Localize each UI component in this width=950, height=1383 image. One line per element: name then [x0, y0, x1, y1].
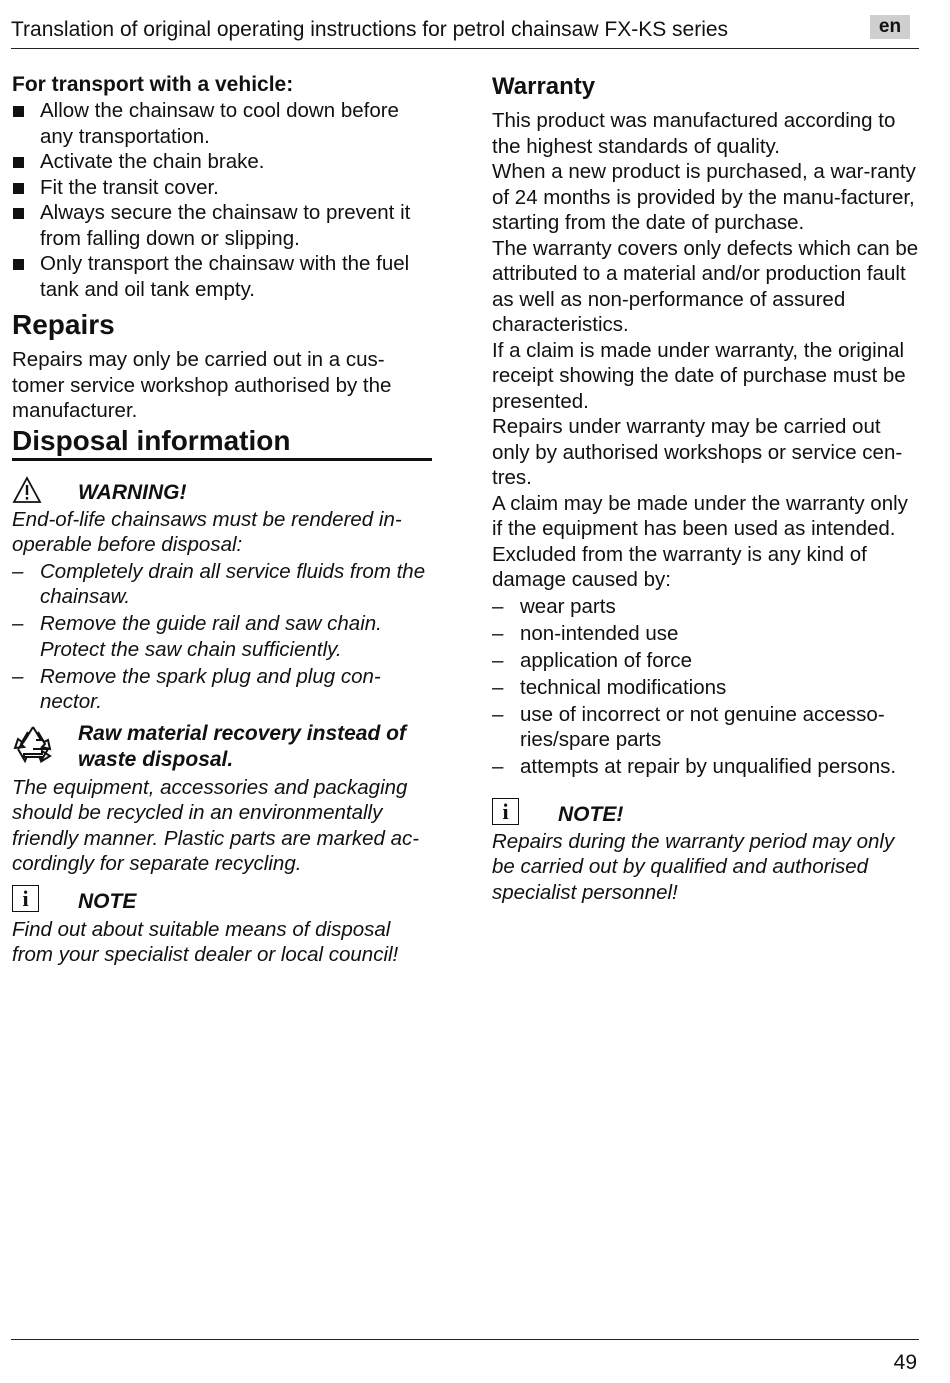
disposal-heading: Disposal information	[12, 425, 432, 461]
repairs-text: Repairs may only be carried out in a cus-tomer service workshop authorised by the manufacturer.	[12, 348, 392, 422]
note-text: Find out about suitable means of disposal from your specialist dealer or local council!	[12, 917, 399, 966]
list-item: – technical modifications	[492, 675, 727, 699]
transport-list	[12, 98, 432, 302]
list-item: – Completely drain all service fluids from the chainsaw.	[12, 559, 426, 608]
warranty-heading: Warranty	[492, 73, 596, 100]
list-item: Activate the chain brake.	[12, 149, 432, 175]
dash-icon: –	[492, 675, 504, 699]
left-column	[12, 72, 432, 968]
warning-notice	[12, 476, 432, 510]
recycle-icon	[12, 723, 54, 770]
warning-label: WARNING!	[78, 480, 187, 504]
page-header	[11, 14, 919, 49]
list-item: – non-intended use	[492, 621, 679, 645]
list-item: Always secure the chainsaw to prevent it from falling down or slipping.	[12, 200, 432, 251]
page-number: 49	[893, 1351, 917, 1374]
list-item: Only transport the chainsaw with the fuel tank and oil tank empty.	[12, 251, 432, 302]
warranty-note-notice	[492, 798, 920, 832]
list-item: Fit the transit cover.	[12, 175, 432, 201]
transport-heading: For transport with a vehicle:	[12, 73, 294, 96]
dash-icon: –	[492, 621, 504, 645]
footer-rule	[11, 1339, 919, 1340]
dash-icon: –	[492, 755, 504, 778]
list-item: – use of incorrect or not genuine accesso-ries/spare parts	[492, 702, 885, 751]
dash-icon: –	[12, 559, 24, 583]
list-item: – Remove the spark plug and plug con-nector.	[12, 664, 381, 713]
list-item: – Remove the guide rail and saw chain. Protect the saw chain sufficiently.	[12, 612, 382, 661]
warning-text: End-of-life chainsaws must be rendered in-operable before disposal:	[12, 507, 402, 556]
dash-icon: –	[12, 664, 24, 688]
warranty-paragraph: The warranty covers only defects which can be attributed to a material and/or production fault as well as non-performance of assured characteristics.	[492, 236, 919, 336]
warranty-paragraph: If a claim is made under warranty, the original receipt showing the date of purchase must be presented.	[492, 338, 906, 413]
dash-icon: –	[492, 702, 504, 726]
note-notice	[12, 885, 432, 919]
language-badge: en	[870, 15, 910, 39]
warranty-body	[492, 108, 920, 593]
list-item: – attempts at repair by unqualified persons.	[492, 755, 897, 778]
dash-icon: –	[492, 594, 504, 618]
recycle-label: Raw material recovery instead of waste disposal.	[78, 721, 406, 771]
warranty-note-text: Repairs during the warranty period may only be carried out by qualified and authorised specialist personnel!	[492, 829, 895, 904]
info-icon: i	[12, 885, 39, 912]
document-title: Translation of original operating instructions for petrol chainsaw FX-KS series	[11, 18, 729, 41]
dash-icon: –	[492, 648, 504, 672]
right-column	[492, 72, 920, 905]
warranty-paragraph: When a new product is purchased, a war-ranty of 24 months is provided by the manu-facturer, starting from the date of purchase.	[492, 160, 916, 234]
warranty-paragraph: This product was manufactured according to the highest standards of quality.	[492, 109, 896, 158]
warranty-paragraph: A claim may be made under the warranty only if the equipment has been used as intended.	[492, 491, 908, 540]
warranty-paragraph: Excluded from the warranty is any kind of damage caused by:	[492, 542, 867, 591]
repairs-heading: Repairs	[12, 309, 115, 340]
info-icon: i	[492, 798, 519, 825]
list-item: – wear parts	[492, 594, 616, 618]
excluded-list	[492, 594, 920, 780]
recycle-text: The equipment, accessories and packaging should be recycled in an environmentally friendly manner. Plastic parts are marked ac-cordingly for separate recycling.	[12, 775, 420, 875]
list-item: – application of force	[492, 648, 693, 672]
warning-triangle-icon	[12, 476, 42, 509]
note-label: NOTE	[78, 889, 137, 913]
recycle-notice	[12, 721, 432, 773]
warranty-paragraph: Repairs under warranty may be carried out only by authorised workshops or service cen-tres.	[492, 415, 903, 489]
list-item: Allow the chainsaw to cool down before any transportation.	[12, 98, 432, 149]
note-label: NOTE!	[558, 802, 624, 826]
warning-list	[12, 559, 432, 715]
dash-icon: –	[12, 612, 24, 635]
